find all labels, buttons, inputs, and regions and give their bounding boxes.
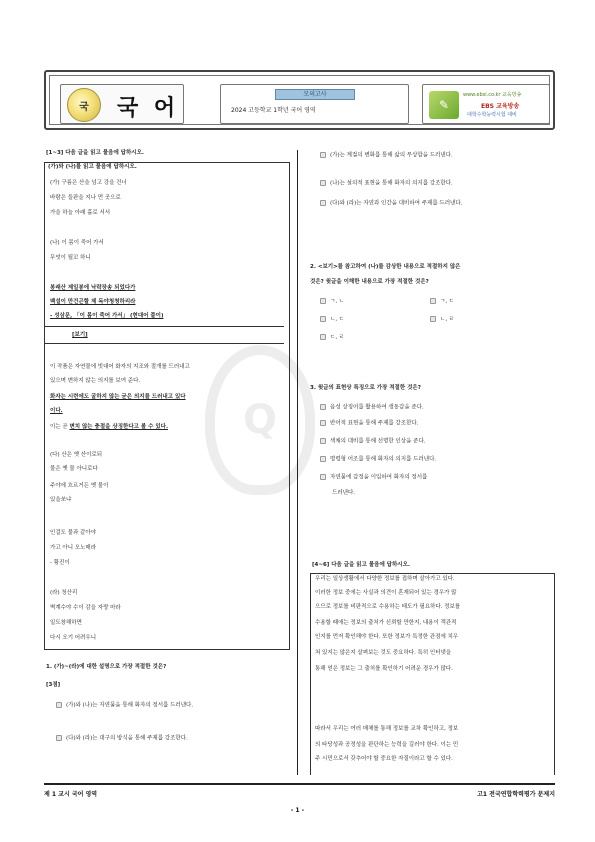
passage-line: 이러한 정보 중에는 사실과 의견이 혼재되어 있는 경우가 많 [315,590,457,596]
passage-line: 의 타당성과 공정성을 판단하는 능력을 길러야 한다. 이는 민 [315,742,459,748]
passage-bold-line: 백설이 만건곤할 제 독야청청하리라 [50,299,136,305]
option-text: ㄱ, ㄴ [330,298,345,305]
stanza-line: 물은 옛 물 아니로다 [50,466,98,472]
stanza-line: 다시 오기 어려우니 [50,635,97,641]
option-number-icon [320,298,326,304]
option-item[interactable] [430,316,454,324]
passage-line: 가을 하늘 아래 홀로 서서 [50,210,111,216]
stanza-line: - 황진이 [50,560,70,566]
option-item[interactable] [320,334,344,342]
header-frame [49,75,550,125]
underlined-line [50,424,168,431]
option-number-icon [320,180,326,186]
option-number-icon [320,316,326,322]
footer-right: 고1 전국연합학력평가 문제지 [477,791,555,798]
stanza-line: 벽계수야 수이 감을 자랑 마라 [50,605,121,611]
question-set-intro: [4~6] 다음 글을 읽고 물음에 답하시오. [312,562,411,568]
subject-logo-icon: 국 [67,88,101,122]
option-number-icon [320,404,326,410]
option-item[interactable] [56,702,193,710]
brand-tagline: 대학수학능력시험 대비 [467,112,517,118]
underlined-text: 변치 않는 충절을 상징한다고 볼 수 있다. [69,424,169,430]
stanza-line: 주야에 흐르거든 옛 물이 [50,483,109,489]
option-number-icon [320,200,326,206]
option-text: (다)와 (라)는 대구의 방식을 통해 주제를 강조한다. [66,735,188,742]
exam-tag: 모의고사 [275,89,355,100]
option-text: (가)는 계절의 변화를 통해 삶의 무상함을 드러낸다. [330,152,453,159]
brand-url: www.ebsi.co.kr 교육방송 [463,92,522,98]
option-number-icon [430,298,436,304]
option-number-icon [320,334,326,340]
question-3: 3. 윗글의 표현상 특징으로 가장 적절한 것은? [310,385,421,391]
option-number-icon [320,438,326,444]
stanza-line: (라) 청산리 [50,590,78,596]
passage-line: 수용할 때에는 정보의 출처가 신뢰할 만한지, 내용이 객관적 [315,620,457,626]
underlined-line: 이다. [50,408,63,414]
option-text: ㄱ, ㄷ [440,298,455,305]
option-text: (다)와 (라)는 자연과 인간을 대비하여 주제를 드러낸다. [330,200,463,207]
passage-line: 우리는 일상생활에서 다양한 정보를 접하며 살아가고 있다. [315,576,455,582]
option-text: 음성 상징어를 활용하여 생동감을 준다. [330,404,424,411]
passage-line: (나) 이 몸이 죽어 가서 [50,240,104,246]
option-number-icon [320,420,326,426]
option-number-icon [56,702,62,708]
option-text: ㄴ, ㄹ [440,316,455,323]
question-1: 1. (가)~(라)에 대한 설명으로 가장 적절한 것은? [46,664,167,670]
option-text: ㄴ, ㄷ [330,316,345,323]
option-item[interactable] [320,438,426,446]
underlined-prefix: 이는 곧 [50,424,68,430]
option-number-icon [320,456,326,462]
passage-divider [44,343,284,344]
commentary-line: 있으며 변하지 않는 의지를 보여 준다. [50,378,141,384]
subject-title: 국 어 [117,95,180,121]
exam-name: 2024 고등학교 1학년 국어 영역 [231,107,316,114]
option-number-icon [430,316,436,322]
option-item[interactable] [56,735,188,743]
brand-box [422,84,550,124]
question-2-cont: 것은? 윗글을 이해한 내용으로 가장 적절한 것은? [310,279,429,285]
section-label: [보기] [72,332,88,338]
brand-logo-icon: ✎ [429,91,459,119]
option-item[interactable] [320,180,453,188]
passage-box [44,162,290,650]
option-text: 색채의 대비를 통해 선명한 인상을 준다. [330,438,426,445]
passage-bold-line: 봉래산 제일봉에 낙락장송 되었다가 [50,285,136,291]
passage-line: 통해 얻은 정보는 그 출처를 확인하기 어려운 경우가 많다. [315,666,453,672]
option-item[interactable] [320,456,436,464]
stanza-line: (다) 산은 옛 산이로되 [50,452,103,458]
passage-line: 으므로 정보를 비판적으로 수용하는 태도가 필요하다. 정보를 [315,604,461,610]
watermark-logo-icon: Q [205,345,315,495]
passage-line: 인지를 먼저 확인해야 한다. 또한 정보가 특정한 관점에 치우 [315,634,459,640]
brand-name: EBS 교육방송 [481,103,520,110]
option-text: 반어적 표현을 통해 주제를 강조한다. [330,420,419,427]
commentary-line: 이 작품은 자연물에 빗대어 화자의 지조와 절개를 드러내고 [50,364,190,370]
option-number-icon [320,474,326,480]
option-item[interactable] [320,200,462,208]
stanza-line: 일도창해하면 [50,620,82,626]
option-item[interactable] [320,420,418,428]
option-item[interactable] [430,298,454,306]
column-divider [297,150,298,775]
option-text: ㄷ, ㄹ [330,334,345,341]
option-continuation: 드러낸다. [332,490,356,496]
option-text: (가)와 (나)는 자연물을 통해 화자의 정서를 드러낸다. [66,702,194,709]
option-text: (나)는 설의적 표현을 통해 화자의 의지를 강조한다. [330,180,453,187]
passage-line: (가) 구름은 산을 넘고 강을 건너 [50,180,127,186]
option-text: 명령형 어조를 통해 화자의 의지를 드러낸다. [330,456,437,463]
option-item[interactable] [320,316,344,324]
passage-line: 따라서 우리는 여러 매체를 통해 정보를 교차 확인하고, 정보 [315,726,459,732]
option-item[interactable] [320,404,424,412]
option-item[interactable] [320,298,344,306]
exam-header [44,70,555,130]
passage-line: 주 시민으로서 갖추어야 할 중요한 자질이라고 할 수 있다. [315,756,453,762]
question-2: 2. <보기>를 참고하여 (나)를 감상한 내용으로 적절하지 않은 [310,264,461,270]
option-item[interactable] [320,474,427,482]
passage-instruction: (가)와 (나)를 읽고 물음에 답하시오. [48,164,137,170]
question-1-points: [3점] [46,682,61,688]
stanza-line: 가고 아니 오노매라 [50,545,97,551]
question-set-intro: [1~3] 다음 글을 읽고 물음에 답하시오. [46,150,145,156]
footer-rule [44,783,555,785]
footer-left: 제 1 교시 국어 영역 [44,791,98,798]
option-text: 자연물에 감정을 이입하여 화자의 정서를 [330,474,428,481]
option-number-icon [56,735,62,741]
exam-box [220,84,409,124]
passage-line: 쳐 있지는 않은지 살펴보는 것도 중요하다. 특히 인터넷을 [315,650,452,656]
subject-box [60,84,184,124]
option-number-icon [320,152,326,158]
passage-line: 무엇이 될꼬 하니 [50,255,91,261]
page-number: - 1 - [290,807,305,814]
stanza-line: 있을쏘냐 [50,497,72,503]
underlined-line: 화자는 시련에도 굴하지 않는 굳은 의지를 드러내고 있다 [50,394,186,400]
passage-divider [44,326,284,327]
passage-bold-line: - 성삼문, 「이 몸이 죽어 가서」 (현대어 풀이) [50,313,164,319]
option-item[interactable] [320,152,453,160]
passage-line: 바람은 들판을 지나 먼 곳으로 [50,195,121,201]
stanza-line: 인걸도 물과 같아야 [50,530,97,536]
